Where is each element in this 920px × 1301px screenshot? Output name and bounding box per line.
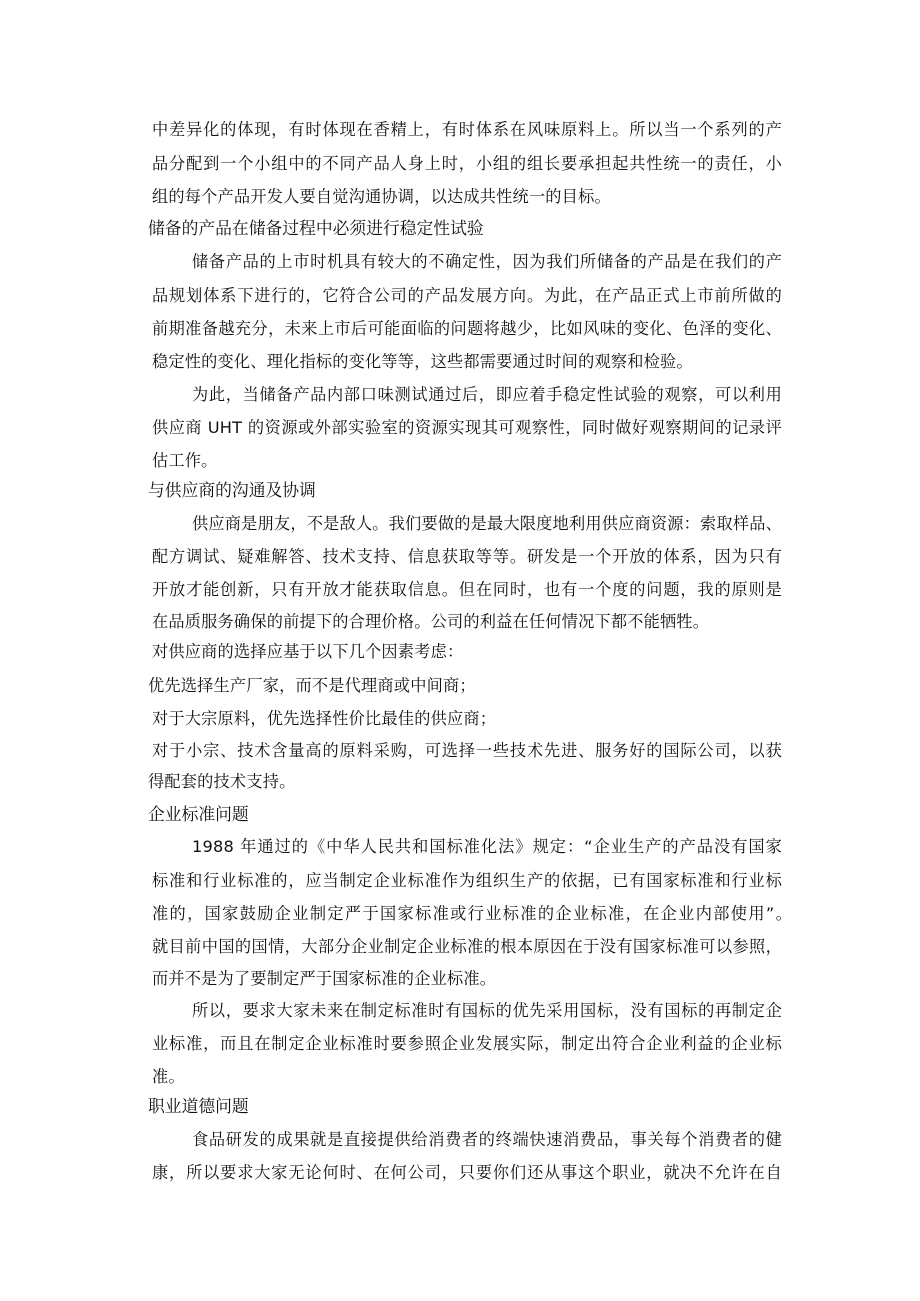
paragraph-line: 1988 年通过的《中华人民共和国标准化法》规定：“企业生产的产品没有国家 <box>192 837 782 856</box>
criteria-intro: 对供应商的选择应基于以下几个因素考虑： <box>152 642 464 661</box>
section-heading-standard: 企业标准问题 <box>148 804 249 824</box>
criteria-item: 优先选择生产厂家，而不是代理商或中间商； <box>148 676 476 695</box>
paragraph-line: 食品研发的成果就是直接提供给消费者的终端快速消费品，事关每个消费者的健 <box>192 1130 782 1149</box>
paragraph-line: 供应商 UHT 的资源或外部实验室的资源实现其可观察性，同时做好观察期间的记录评 <box>152 418 782 437</box>
paragraph-line: 组的每个产品开发人要自觉沟通协调，以达成共性统一的目标。 <box>152 187 611 206</box>
criteria-item-continued: 得配套的技术支持。 <box>148 772 296 791</box>
paragraph-line: 在品质服务确保的前提下的合理价格。公司的利益在任何情况下都不能牺牲。 <box>152 612 710 631</box>
paragraph-line: 品分配到一个小组中的不同产品人身上时，小组的组长要承担起共性统一的责任，小 <box>152 154 782 173</box>
section-heading-supplier: 与供应商的沟通及协调 <box>148 480 316 500</box>
paragraph-line: 准的，国家鼓励企业制定严于国家标准或行业标准的企业标准，在企业内部使用”。 <box>152 904 792 923</box>
paragraph-line: 前期准备越充分，未来上市后可能面临的问题将越少，比如风味的变化、色泽的变化、 <box>152 319 782 338</box>
paragraph-line: 估工作。 <box>152 451 218 470</box>
paragraph-line: 标准和行业标准的，应当制定企业标准作为组织生产的依据，已有国家标准和行业标 <box>152 871 782 890</box>
paragraph-line: 中差异化的体现，有时体现在香精上，有时体系在风味原料上。所以当一个系列的产 <box>152 120 782 139</box>
paragraph-line: 而并不是为了要制定严于国家标准的企业标准。 <box>152 969 497 988</box>
paragraph-line: 准。 <box>152 1067 185 1086</box>
section-heading-stability: 储备的产品在储备过程中必须进行稳定性试验 <box>148 218 484 238</box>
paragraph-line: 康，所以要求大家无论何时、在何公司，只要你们还从事这个职业，就决不允许在自 <box>152 1163 782 1182</box>
paragraph-line: 储备产品的上市时机具有较大的不确定性，因为我们所储备的产品是在我们的产 <box>192 252 782 271</box>
section-heading-ethics: 职业道德问题 <box>148 1096 249 1116</box>
paragraph-line: 业标准，而且在制定企业标准时要参照企业发展实际，制定出符合企业利益的企业标 <box>152 1034 782 1053</box>
paragraph-line: 品规划体系下进行的，它符合公司的产品发展方向。为此，在产品正式上市前所做的 <box>152 286 782 305</box>
paragraph-line: 配方调试、疑难解答、技术支持、信息获取等等。研发是一个开放的体系，因为只有 <box>152 547 782 566</box>
paragraph-line: 所以，要求大家未来在制定标准时有国标的优先采用国标，没有国标的再制定企 <box>192 1001 782 1020</box>
criteria-item: 对于大宗原料，优先选择性价比最佳的供应商； <box>152 709 497 728</box>
paragraph-line: 稳定性的变化、理化指标的变化等等，这些都需要通过时间的观察和检验。 <box>152 352 693 371</box>
paragraph-line: 供应商是朋友，不是敌人。我们要做的是最大限度地利用供应商资源：索取样品、 <box>192 514 782 533</box>
paragraph-line: 就目前中国的国情，大部分企业制定企业标准的根本原因在于没有国家标准可以参照， <box>152 937 782 956</box>
paragraph-line: 为此，当储备产品内部口味测试通过后，即应着手稳定性试验的观察，可以利用 <box>192 385 782 404</box>
paragraph-line: 开放才能创新，只有开放才能获取信息。但在同时，也有一个度的问题，我的原则是 <box>152 580 782 599</box>
criteria-item: 对于小宗、技术含量高的原料采购，可选择一些技术先进、服务好的国际公司，以获 <box>152 741 782 760</box>
